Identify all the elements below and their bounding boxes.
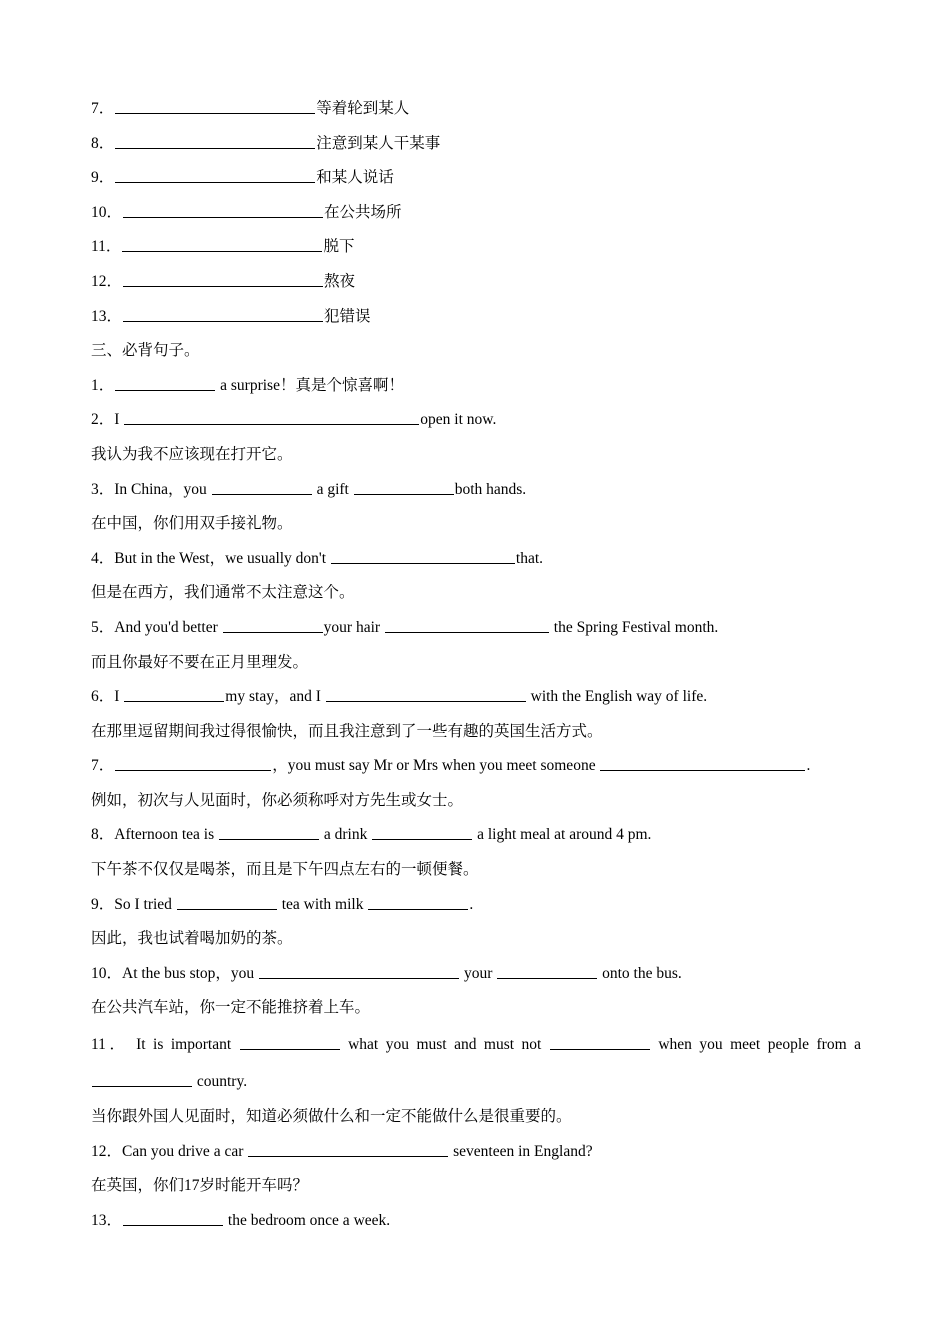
- answer-blank[interactable]: [550, 1049, 650, 1050]
- sentence-item: 1． a surprise！真是个惊喜啊！: [91, 376, 404, 394]
- sentence-translation: 我认为我不应该现在打开它。: [91, 445, 293, 463]
- phrase-item: 8． 注意到某人干某事: [91, 134, 441, 152]
- answer-blank[interactable]: [123, 217, 323, 218]
- answer-blank[interactable]: [115, 113, 315, 114]
- answer-blank[interactable]: [497, 978, 597, 979]
- phrase-item: 11． 脱下: [91, 238, 355, 256]
- sentence-translation: 但是在西方，我们通常不太注意这个。: [91, 584, 355, 602]
- answer-blank[interactable]: [248, 1156, 448, 1157]
- phrase-item: 9． 和某人说话: [91, 169, 394, 187]
- phrase-item: 10． 在公共场所: [91, 203, 402, 221]
- sentence-continuation: country.: [91, 1063, 861, 1100]
- worksheet-page: [91, 92, 861, 1238]
- answer-blank[interactable]: [123, 321, 323, 322]
- sentence-translation: 当你跟外国人见面时，知道必须做什么和一定不能做什么是很重要的。: [91, 1108, 572, 1126]
- sentence-item: 2．I open it now.: [91, 411, 497, 429]
- answer-blank[interactable]: [219, 839, 319, 840]
- answer-blank[interactable]: [92, 1086, 192, 1087]
- sentence-translation: 下午茶不仅仅是喝茶，而且是下午四点左右的一顿便餐。: [91, 861, 479, 879]
- answer-blank[interactable]: [124, 424, 419, 425]
- sentence-item: 5．And you'd better your hair the Spring Festival month.: [91, 618, 719, 636]
- answer-blank[interactable]: [368, 909, 468, 910]
- sentence-item: 6．I my stay，and I with the English way of life.: [91, 688, 708, 706]
- sentence-translation: 例如，初次与人见面时，你必须称呼对方先生或女士。: [91, 791, 464, 809]
- sentence-item: 11． It is important what you must and must not when you meet people from a: [91, 1036, 861, 1054]
- answer-blank[interactable]: [177, 909, 277, 910]
- section-title: 三、必背句子。: [91, 342, 200, 360]
- sentence-item: 7． ，you must say Mr or Mrs when you meet someone .: [91, 757, 811, 775]
- answer-blank[interactable]: [115, 770, 271, 771]
- answer-blank[interactable]: [240, 1049, 340, 1050]
- answer-blank[interactable]: [212, 494, 312, 495]
- phrase-item: 7． 等着轮到某人: [91, 100, 410, 117]
- sentence-item: 12．Can you drive a car seventeen in England?: [91, 1142, 593, 1160]
- sentence-item: 10．At the bus stop，you your onto the bus.: [91, 964, 682, 982]
- sentence-translation: 在中国，你们用双手接礼物。: [91, 515, 293, 533]
- answer-blank[interactable]: [124, 701, 224, 702]
- sentence-item: 8．Afternoon tea is a drink a light meal at around 4 pm.: [91, 826, 652, 844]
- answer-blank[interactable]: [259, 978, 459, 979]
- phrase-item: 12． 熬夜: [91, 272, 356, 290]
- answer-blank[interactable]: [326, 701, 526, 702]
- sentence-item: 3．In China，you a gift both hands.: [91, 480, 527, 498]
- answer-blank[interactable]: [123, 286, 323, 287]
- answer-blank[interactable]: [385, 632, 549, 633]
- sentence-translation: 在那里逗留期间我过得很愉快，而且我注意到了一些有趣的英国生活方式。: [91, 722, 603, 740]
- answer-blank[interactable]: [223, 632, 323, 633]
- sentence-item: 13． the bedroom once a week.: [91, 1211, 391, 1229]
- answer-blank[interactable]: [123, 1225, 223, 1226]
- sentence-translation: 在公共汽车站，你一定不能推挤着上车。: [91, 999, 371, 1017]
- sentence-item: 9．So I tried tea with milk .: [91, 895, 474, 913]
- answer-blank[interactable]: [600, 770, 805, 771]
- phrase-item: 13． 犯错误: [91, 307, 371, 325]
- answer-blank[interactable]: [115, 182, 315, 183]
- sentence-item: 4．But in the West，we usually don't that.: [91, 549, 544, 567]
- answer-blank[interactable]: [115, 390, 215, 391]
- sentence-translation: 在英国，你们17岁时能开车吗？: [91, 1177, 309, 1195]
- sentence-translation: 而且你最好不要在正月里理发。: [91, 653, 309, 671]
- sentence-translation: 因此，我也试着喝加奶的茶。: [91, 930, 293, 948]
- answer-blank[interactable]: [372, 839, 472, 840]
- answer-blank[interactable]: [354, 494, 454, 495]
- answer-blank[interactable]: [115, 148, 315, 149]
- answer-blank[interactable]: [122, 251, 322, 252]
- answer-blank[interactable]: [331, 563, 515, 564]
